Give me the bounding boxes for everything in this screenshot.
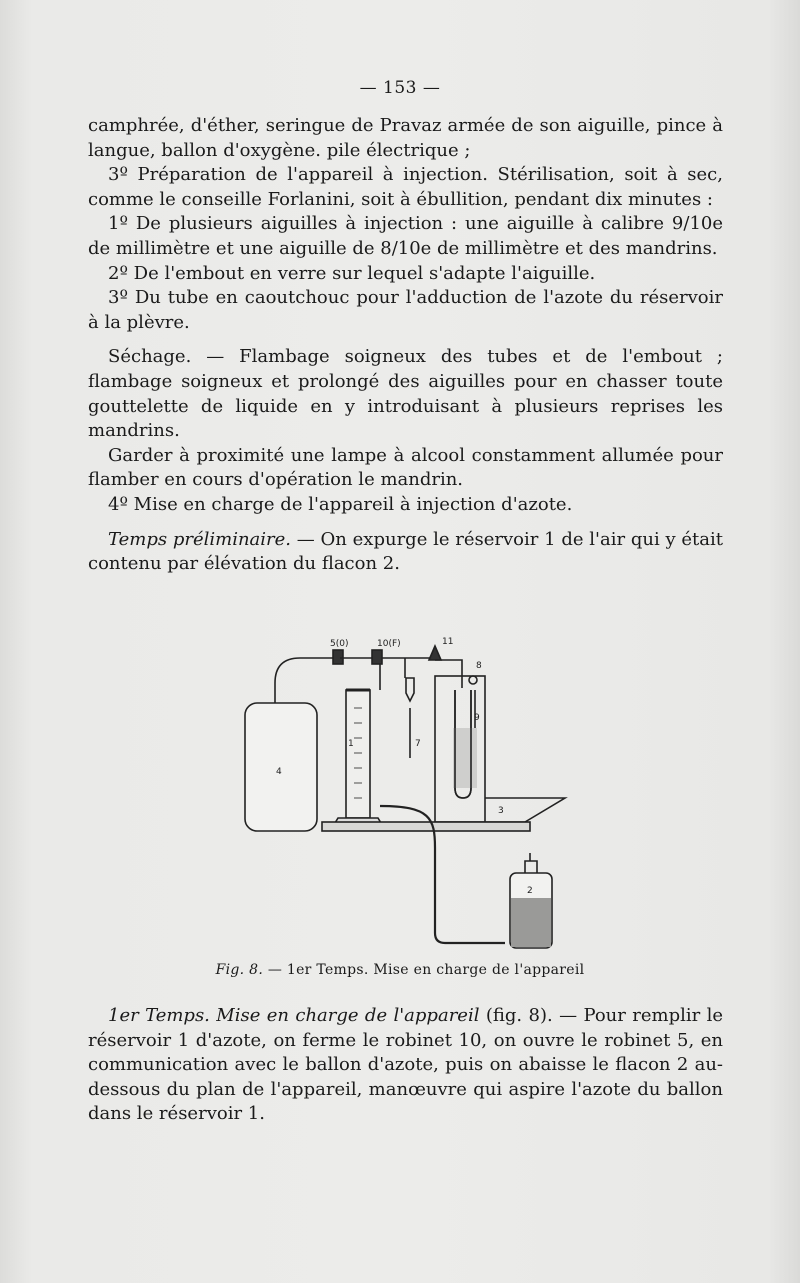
valve-11 — [429, 646, 441, 660]
valve-10 — [372, 650, 382, 664]
top-tube — [340, 658, 435, 690]
paragraph-2: 3º Préparation de l'appareil à injection. Stérilisation, soit à sec, comme le conseille Forlanini, soit à ébullition, pendant dix minutes : — [88, 164, 723, 210]
label-3: 3 — [498, 806, 504, 816]
premier-temps-text: (fig. 8). — Pour remplir le réservoir 1 d'azote, on ferme le robinet 10, on ouvre le robinet 5, en communication avec le ballon d'azote, puis on abaisse le flacon 2 au-dessous du plan de l'appareil, manœuvre qui aspire l'azote du ballon dans le réservoir 1. — [88, 1005, 724, 1125]
base-board — [322, 822, 530, 831]
tube-4-to-5 — [275, 658, 340, 703]
label-7: 7 — [415, 739, 421, 749]
paragraph-3: 1º De plusieurs aiguilles à injection : une aiguille à calibre 9/10e de millimètre et une aiguille de 8/10e de millimètre et des mandrins. — [88, 213, 723, 259]
text-bottom — [88, 1004, 723, 1127]
paragraph-premier-temps — [88, 1004, 723, 1127]
apparatus-figure — [230, 628, 590, 958]
figure-caption — [0, 962, 800, 978]
label-8: 8 — [476, 661, 482, 671]
page-number: — 153 — — [359, 78, 441, 98]
reservoir-1 — [346, 690, 370, 818]
label-11: 11 — [442, 637, 454, 647]
paragraph-garder: Garder à proximité une lampe à alcool constamment allumée pour flamber en cours d'opération le mandrin. — [88, 444, 723, 491]
paragraph-temps-preliminaire — [88, 528, 723, 577]
tube-7 — [406, 678, 414, 758]
label-10: 10(F) — [377, 639, 401, 649]
label-5: 5(0) — [330, 639, 349, 649]
paragraph-1: camphrée, d'éther, seringue de Pravaz armée de son aiguille, pince à langue, ballon d'oxygène. pile électrique ; — [88, 115, 723, 161]
caption-text: — 1er Temps. Mise en charge de l'appareil — [263, 962, 585, 978]
temps-preliminaire-text: — On expurge le réservoir 1 de l'air qui y était contenu par élévation du flacon 2. — [88, 528, 723, 575]
valve-5 — [333, 650, 343, 664]
caption-fig: Fig. 8. — [215, 962, 264, 978]
label-4: 4 — [276, 767, 282, 777]
paragraph-5: 3º Du tube en caoutchouc pour l'adduction de l'azote du réservoir à la plèvre. — [88, 287, 723, 333]
label-9: 9 — [474, 713, 480, 723]
paragraph-sechage: Séchage. — Flambage soigneux des tubes et de l'embout ; flambage soigneux et prolongé des aiguilles pour en chasser toute gouttelette de liquide en y introduisant à plusieurs reprises les mandrins. — [88, 346, 723, 442]
paragraph-mise-en-charge: 4º Mise en charge de l'appareil à injection d'azote. — [108, 493, 573, 515]
paragraph-4: 2º De l'embout en verre sur lequel s'adapte l'aiguille. — [108, 262, 596, 284]
premier-temps-title: 1er Temps. Mise en charge de l'appareil — [108, 1005, 480, 1026]
label-2: 2 — [527, 886, 533, 896]
text-top — [88, 114, 723, 577]
temps-preliminaire-title: Temps préliminaire. — [108, 528, 292, 550]
label-1: 1 — [348, 739, 354, 749]
